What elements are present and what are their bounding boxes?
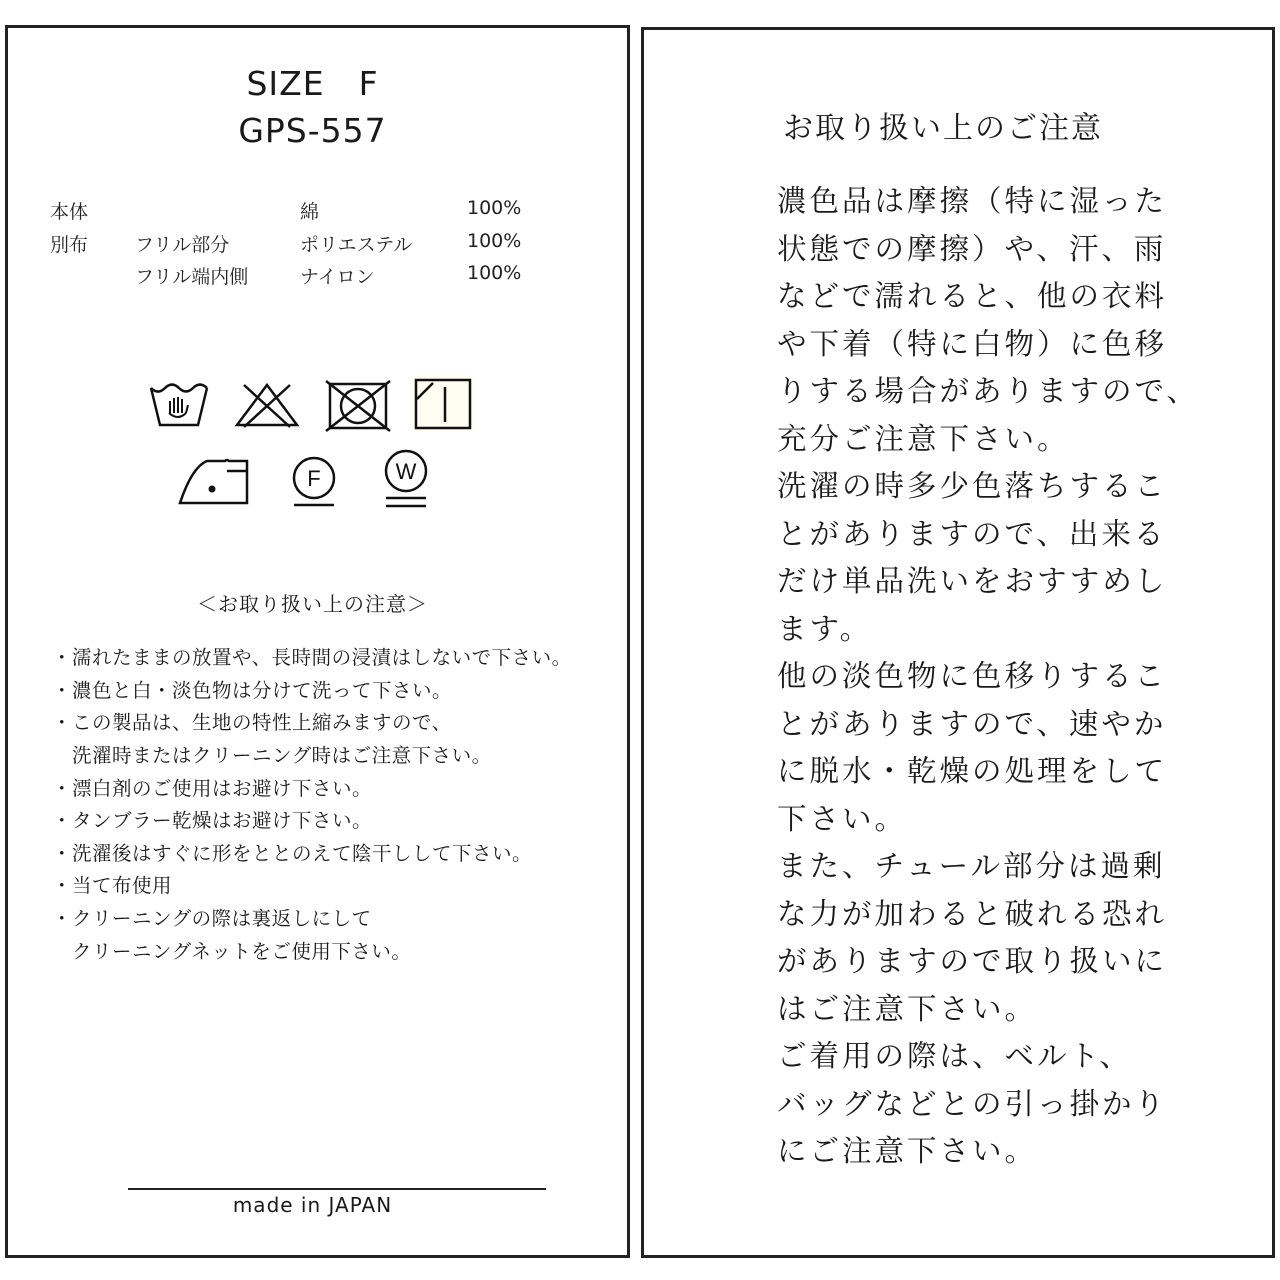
composition-percent: 100%: [467, 262, 522, 284]
size-label: SIZE F: [246, 64, 379, 103]
handling-note: ・タンブラー乾燥はお避け下さい。: [52, 809, 373, 832]
caution-title: お取り扱い上のご注意: [783, 111, 1103, 146]
caution-line: 状態での摩擦）や、汗、雨: [777, 232, 1167, 266]
handling-note: 洗濯時またはクリーニング時はご注意下さい。: [52, 744, 492, 767]
dry-clean-letter: F: [307, 466, 321, 491]
composition-part: 別布: [50, 234, 89, 256]
composition-subpart: フリル端内側: [135, 266, 249, 288]
caution-line: ご着用の際は、ベルト、: [777, 1039, 1132, 1073]
caution-line: また、チュール部分は過剰: [777, 849, 1166, 883]
no-bleach-icon: [234, 381, 300, 429]
composition-fiber: ポリエステル: [300, 234, 413, 256]
caution-line: などで濡れると、他の衣料: [777, 279, 1168, 313]
caution-line: 濃色品は摩擦（特に湿った: [777, 184, 1168, 218]
hand-wash-icon: [148, 383, 210, 429]
handling-note: クリーニングネットをご使用下さい。: [52, 940, 412, 963]
caution-line: にご注意下さい。: [777, 1134, 1038, 1168]
caution-line: だけ単品洗いをおすすめし: [777, 564, 1168, 598]
caution-line: ます。: [777, 612, 873, 646]
caution-line: や下着（特に白物）に色移: [777, 327, 1168, 361]
handling-note: ・洗濯後はすぐに形をととのえて陰干しして下さい。: [52, 842, 533, 865]
composition-percent: 100%: [467, 197, 522, 219]
drip-dry-shade-icon: [411, 375, 475, 431]
composition-subpart: フリル部分: [135, 234, 230, 256]
caution-line: はご注意下さい。: [777, 992, 1038, 1026]
handling-notes-title: ＜お取り扱い上の注意＞: [197, 592, 428, 616]
caution-line: 他の淡色物に色移りするこ: [777, 659, 1168, 693]
caution-line: 下さい。: [777, 802, 908, 836]
wet-clean-letter: W: [395, 459, 417, 484]
caution-line: 洗濯の時多少色落ちするこ: [777, 469, 1168, 503]
handling-note: ・クリーニングの際は裏返しにして: [52, 907, 372, 930]
caution-line: な力が加わると破れる恐れ: [777, 897, 1168, 931]
caution-line: とがありますので、速やか: [777, 707, 1167, 741]
composition-part: 本体: [50, 201, 89, 223]
dry-clean-f-icon: [288, 455, 340, 509]
caution-line: に脱水・乾燥の処理をして: [777, 754, 1168, 788]
divider: [128, 1188, 546, 1190]
handling-note: ・濡れたままの放置や、長時間の浸漬はしないで下さい。: [52, 646, 572, 669]
composition-fiber: 綿: [300, 201, 320, 223]
wet-clean-w-icon: [380, 448, 432, 512]
no-tumble-dry-icon: [325, 380, 391, 432]
composition-fiber: ナイロン: [300, 266, 375, 288]
caution-line: バッグなどとの引っ掛かり: [777, 1087, 1168, 1121]
caution-line: がありますので取り扱いに: [777, 944, 1168, 978]
handling-note: ・濃色と白・淡色物は分けて洗って下さい。: [52, 679, 453, 702]
caution-line: りする場合がありますので、: [777, 374, 1199, 408]
caution-line: とがありますので、出来る: [777, 517, 1167, 551]
handling-note: ・漂白剤のご使用はお避け下さい。: [52, 777, 373, 800]
handling-note: ・当て布使用: [52, 874, 173, 897]
iron-low-icon: [177, 455, 251, 509]
handling-note: ・この製品は、生地の特性上縮みますので、: [52, 711, 452, 734]
caution-line: 充分ご注意下さい。: [777, 422, 1070, 456]
composition-percent: 100%: [467, 230, 522, 252]
model-number: GPS-557: [238, 111, 387, 150]
made-in-label: made in JAPAN: [232, 1193, 393, 1217]
